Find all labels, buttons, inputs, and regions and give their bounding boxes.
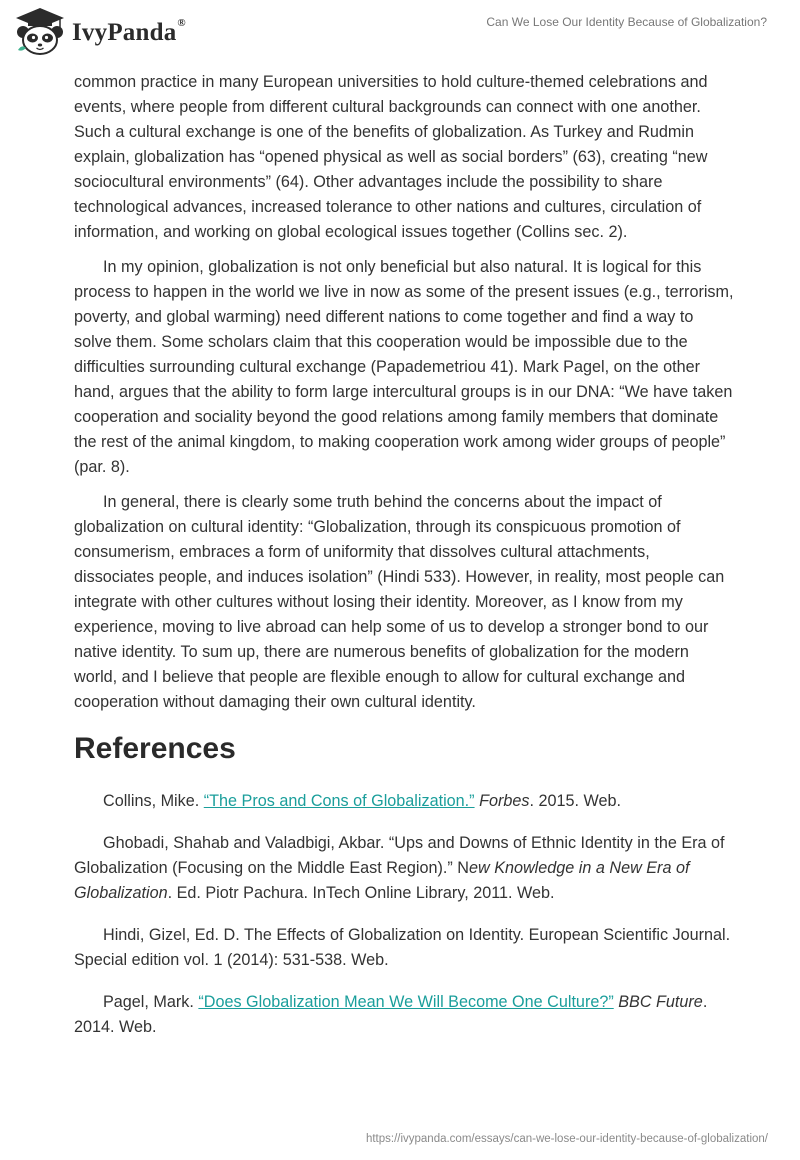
collins-article-link[interactable]: “The Pros and Cons of Globalization.”: [203, 792, 475, 810]
references-heading: References: [74, 732, 236, 765]
ivypanda-logo[interactable]: [14, 6, 186, 56]
page-title: Can We Lose Our Identity Because of Globalization?: [486, 15, 767, 29]
essay-content: [74, 70, 734, 1057]
logo-text: IvyPanda®: [72, 17, 186, 46]
reference-pagel: Pagel, Mark. “Does Globalization Mean We Will Become One Culture?” BBC Future. 2014. Web.: [74, 993, 708, 1036]
panda-graduation-cap-icon: [14, 6, 66, 56]
page-header: [0, 0, 800, 70]
body-paragraph-3: In general, there is clearly some truth behind the concerns about the impact of globalization on cultural identity: “Globalization, through its conspicuous promotion of consumerism, embraces a form of uniformity that dissolves cultural attachments, dissociates people, and induces isolation” (Hindi 533). However, in reality, most people can integrate with other cultures without losing their identity. Moreover, as I know from my experience, moving to live abroad can help some of us to develop a stronger bond to our native identity. To sum up, there are numerous benefits of globalization for the modern world, and I believe that people are flexible enough to allow for cultural exchange and cooperation without damaging their own cultural identity.: [74, 493, 725, 711]
reference-hindi: Hindi, Gizel, Ed. D. The Effects of Globalization on Identity. European Scientific Journal. Special edition vol. 1 (2014): 531-538. Web.: [74, 926, 731, 969]
body-paragraph-1: common practice in many European universities to hold culture-themed celebrations and events, where people from different cultural backgrounds can connect with one another. Such a cultural exchange is one of the benefits of globalization. As Turkey and Rudmin explain, globalization has “opened physical as well as social borders” (63), creating “new sociocultural environments” (64). Other advantages include the possibility to share technological advances, increased tolerance to other nations and cultures, circulation of information, and working on global ecological issues together (Collins sec. 2).: [74, 73, 708, 241]
footer-source-url: https://ivypanda.com/essays/can-we-lose-our-identity-because-of-globalization/: [365, 1133, 768, 1145]
reference-collins: Collins, Mike. “The Pros and Cons of Globalization.” Forbes. 2015. Web.: [103, 792, 621, 810]
reference-ghobadi: Ghobadi, Shahab and Valadbigi, Akbar. “Ups and Downs of Ethnic Identity in the Era of Globalization (Focusing on the Middle East Region).” New Knowledge in a New Era of Globalization. Ed. Piotr Pachura. InTech Online Library, 2011. Web.: [74, 834, 725, 902]
body-paragraph-2: In my opinion, globalization is not only beneficial but also natural. It is logical for this process to happen in the world we live in now as some of the present issues (e.g., terrorism, poverty, and global warming) need different nations to come together and find a way to solve them. Some scholars claim that this cooperation would be impossible due to the difficulties surrounding cultural exchange (Papademetriou 41). Mark Pagel, on the other hand, argues that the ability to form large intercultural groups is in our DNA: “We have taken cooperation and sociality beyond the good relations among family members that dominate the rest of the animal kingdom, to making cooperation work among wider groups of people” (par. 8).: [74, 258, 734, 476]
pagel-article-link[interactable]: “Does Globalization Mean We Will Become One Culture?”: [198, 993, 614, 1011]
